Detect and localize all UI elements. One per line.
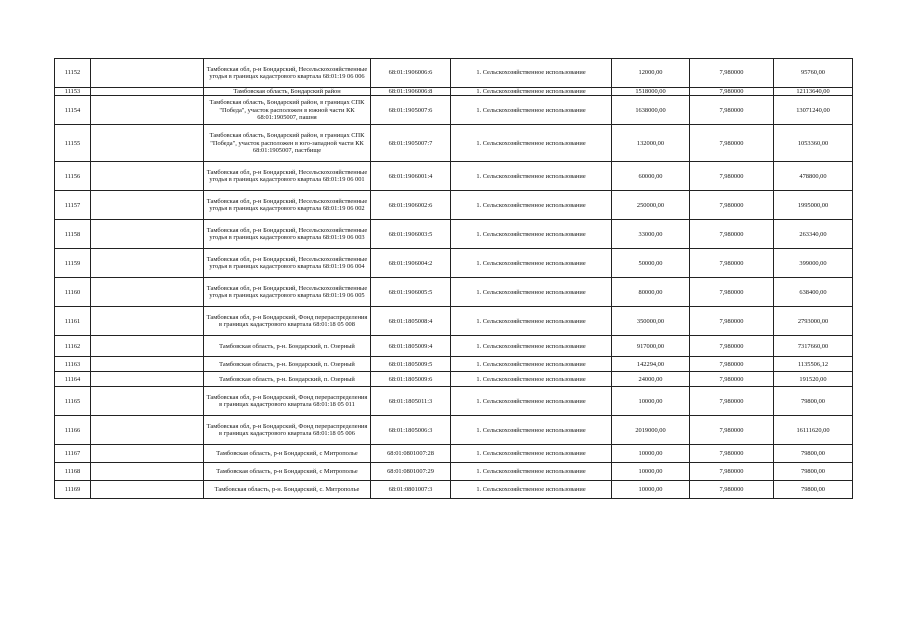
- rate-cell: 7,980000: [690, 387, 774, 416]
- cadastral-value-cell: 638400,00: [774, 278, 853, 307]
- blank-cell: [91, 59, 204, 88]
- cadastral-value-cell: 95760,00: [774, 59, 853, 88]
- address-cell: Тамбовская обл, р-н Бондарский, Фонд перераспределения в границах кадастрового квартала 68:01:18 05 006: [204, 416, 371, 445]
- table-row: [55, 59, 853, 88]
- address-cell: Тамбовская область, Бондарский район, в границах СПК "Победа", участок расположен в южной части КК 68:01:1905007, пашня: [204, 96, 371, 125]
- row-number: 11158: [55, 220, 91, 249]
- address-cell: Тамбовская область, р-н. Бондарский, п. Озерный: [204, 372, 371, 387]
- area-cell: 60000,00: [612, 162, 690, 191]
- address-cell: Тамбовская область, р-н. Бондарский, с. Митрополье: [204, 481, 371, 499]
- row-number: 11168: [55, 463, 91, 481]
- table-row: [55, 387, 853, 416]
- cadastral-number-cell: 68:01:1905007:7: [371, 125, 451, 162]
- land-register-table: [54, 58, 853, 499]
- land-use-cell: 1. Сельскохозяйственное использование: [451, 336, 612, 357]
- row-number: 11161: [55, 307, 91, 336]
- table-row: [55, 191, 853, 220]
- cadastral-value-cell: 7317660,00: [774, 336, 853, 357]
- address-cell: Тамбовская обл, р-н Бондарский, Несельскохозяйственные угодья в границах кадастрового квартала 68:01:19 06 003: [204, 220, 371, 249]
- rate-cell: 7,980000: [690, 307, 774, 336]
- area-cell: 10000,00: [612, 463, 690, 481]
- address-cell: Тамбовская область, р-н Бондарский, с Митрополье: [204, 445, 371, 463]
- blank-cell: [91, 416, 204, 445]
- cadastral-value-cell: 1135506,12: [774, 357, 853, 372]
- blank-cell: [91, 372, 204, 387]
- land-use-cell: 1. Сельскохозяйственное использование: [451, 162, 612, 191]
- cadastral-number-cell: 68:01:1906005:5: [371, 278, 451, 307]
- rate-cell: 7,980000: [690, 125, 774, 162]
- blank-cell: [91, 220, 204, 249]
- address-cell: Тамбовская обл, р-н Бондарский, Несельскохозяйственные угодья в границах кадастрового квартала 68:01:19 06 005: [204, 278, 371, 307]
- blank-cell: [91, 336, 204, 357]
- rate-cell: 7,980000: [690, 88, 774, 96]
- row-number: 11164: [55, 372, 91, 387]
- row-number: 11157: [55, 191, 91, 220]
- rate-cell: 7,980000: [690, 357, 774, 372]
- table-row: [55, 220, 853, 249]
- table-body: [55, 59, 853, 499]
- cadastral-value-cell: 12113640,00: [774, 88, 853, 96]
- table-row: [55, 278, 853, 307]
- blank-cell: [91, 387, 204, 416]
- land-use-cell: 1. Сельскохозяйственное использование: [451, 278, 612, 307]
- area-cell: 250000,00: [612, 191, 690, 220]
- row-number: 11160: [55, 278, 91, 307]
- table-row: [55, 307, 853, 336]
- address-cell: Тамбовская обл, р-н Бондарский, Несельскохозяйственные угодья в границах кадастрового квартала 68:01:19 06 004: [204, 249, 371, 278]
- cadastral-number-cell: 68:01:0801007:28: [371, 445, 451, 463]
- cadastral-number-cell: 68:01:0801007:3: [371, 481, 451, 499]
- blank-cell: [91, 481, 204, 499]
- land-use-cell: 1. Сельскохозяйственное использование: [451, 125, 612, 162]
- table-row: [55, 336, 853, 357]
- land-use-cell: 1. Сельскохозяйственное использование: [451, 220, 612, 249]
- table-row: [55, 249, 853, 278]
- land-use-cell: 1. Сельскохозяйственное использование: [451, 463, 612, 481]
- blank-cell: [91, 191, 204, 220]
- address-cell: Тамбовская обл, р-н Бондарский, Несельскохозяйственные угодья в границах кадастрового квартала 68:01:19 06 006: [204, 59, 371, 88]
- cadastral-value-cell: 16111620,00: [774, 416, 853, 445]
- row-number: 11166: [55, 416, 91, 445]
- cadastral-number-cell: 68:01:1805009:4: [371, 336, 451, 357]
- cadastral-value-cell: 79800,00: [774, 387, 853, 416]
- table-row: [55, 125, 853, 162]
- row-number: 11156: [55, 162, 91, 191]
- area-cell: 142294,00: [612, 357, 690, 372]
- cadastral-value-cell: 1995000,00: [774, 191, 853, 220]
- cadastral-value-cell: 2793000,00: [774, 307, 853, 336]
- area-cell: 33000,00: [612, 220, 690, 249]
- table-row: [55, 416, 853, 445]
- rate-cell: 7,980000: [690, 59, 774, 88]
- cadastral-number-cell: 68:01:1805009:5: [371, 357, 451, 372]
- address-cell: Тамбовская обл, р-н Бондарский, Несельскохозяйственные угодья в границах кадастрового квартала 68:01:19 06 002: [204, 191, 371, 220]
- rate-cell: 7,980000: [690, 445, 774, 463]
- area-cell: 2019000,00: [612, 416, 690, 445]
- land-use-cell: 1. Сельскохозяйственное использование: [451, 249, 612, 278]
- blank-cell: [91, 249, 204, 278]
- row-number: 11169: [55, 481, 91, 499]
- row-number: 11155: [55, 125, 91, 162]
- cadastral-number-cell: 68:01:1805006:3: [371, 416, 451, 445]
- rate-cell: 7,980000: [690, 336, 774, 357]
- row-number: 11159: [55, 249, 91, 278]
- address-cell: Тамбовская обл, р-н Бондарский, Фонд перераспределения в границах кадастрового квартала 68:01:18 05 011: [204, 387, 371, 416]
- blank-cell: [91, 357, 204, 372]
- blank-cell: [91, 307, 204, 336]
- row-number: 11154: [55, 96, 91, 125]
- cadastral-value-cell: 1053360,00: [774, 125, 853, 162]
- rate-cell: 7,980000: [690, 96, 774, 125]
- row-number: 11165: [55, 387, 91, 416]
- address-cell: Тамбовская обл, р-н Бондарский, Фонд перераспределения в границах кадастрового квартала 68:01:18 05 008: [204, 307, 371, 336]
- area-cell: 10000,00: [612, 445, 690, 463]
- rate-cell: 7,980000: [690, 372, 774, 387]
- cadastral-value-cell: 191520,00: [774, 372, 853, 387]
- address-cell: Тамбовская область, р-н Бондарский, с Митрополье: [204, 463, 371, 481]
- table-row: [55, 357, 853, 372]
- cadastral-value-cell: 79800,00: [774, 445, 853, 463]
- land-use-cell: 1. Сельскохозяйственное использование: [451, 88, 612, 96]
- table-row: [55, 96, 853, 125]
- cadastral-number-cell: 68:01:1906006:6: [371, 59, 451, 88]
- cadastral-number-cell: 68:01:1805011:3: [371, 387, 451, 416]
- table-row: [55, 372, 853, 387]
- land-use-cell: 1. Сельскохозяйственное использование: [451, 191, 612, 220]
- row-number: 11162: [55, 336, 91, 357]
- blank-cell: [91, 278, 204, 307]
- rate-cell: 7,980000: [690, 162, 774, 191]
- land-use-cell: 1. Сельскохозяйственное использование: [451, 416, 612, 445]
- address-cell: Тамбовская обл, р-н Бондарский, Несельскохозяйственные угодья в границах кадастрового квартала 68:01:19 06 001: [204, 162, 371, 191]
- area-cell: 80000,00: [612, 278, 690, 307]
- table-row: [55, 88, 853, 96]
- row-number: 11163: [55, 357, 91, 372]
- blank-cell: [91, 96, 204, 125]
- land-use-cell: 1. Сельскохозяйственное использование: [451, 59, 612, 88]
- cadastral-value-cell: 79800,00: [774, 463, 853, 481]
- land-use-cell: 1. Сельскохозяйственное использование: [451, 96, 612, 125]
- cadastral-number-cell: 68:01:0801007:29: [371, 463, 451, 481]
- cadastral-value-cell: 478800,00: [774, 162, 853, 191]
- rate-cell: 7,980000: [690, 220, 774, 249]
- cadastral-number-cell: 68:01:1906004:2: [371, 249, 451, 278]
- table-row: [55, 481, 853, 499]
- blank-cell: [91, 125, 204, 162]
- rate-cell: 7,980000: [690, 191, 774, 220]
- area-cell: 917000,00: [612, 336, 690, 357]
- area-cell: 1638000,00: [612, 96, 690, 125]
- land-use-cell: 1. Сельскохозяйственное использование: [451, 445, 612, 463]
- cadastral-number-cell: 68:01:1906006:8: [371, 88, 451, 96]
- area-cell: 24000,00: [612, 372, 690, 387]
- cadastral-value-cell: 79800,00: [774, 481, 853, 499]
- address-cell: Тамбовская область, р-н. Бондарский, п. Озерный: [204, 357, 371, 372]
- area-cell: 132000,00: [612, 125, 690, 162]
- land-use-cell: 1. Сельскохозяйственное использование: [451, 357, 612, 372]
- table-row: [55, 463, 853, 481]
- rate-cell: 7,980000: [690, 463, 774, 481]
- cadastral-number-cell: 68:01:1906001:4: [371, 162, 451, 191]
- address-cell: Тамбовская область, р-н. Бондарский, п. Озерный: [204, 336, 371, 357]
- cadastral-number-cell: 68:01:1906002:6: [371, 191, 451, 220]
- cadastral-number-cell: 68:01:1805008:4: [371, 307, 451, 336]
- cadastral-value-cell: 13071240,00: [774, 96, 853, 125]
- rate-cell: 7,980000: [690, 249, 774, 278]
- land-use-cell: 1. Сельскохозяйственное использование: [451, 387, 612, 416]
- area-cell: 350000,00: [612, 307, 690, 336]
- blank-cell: [91, 88, 204, 96]
- blank-cell: [91, 463, 204, 481]
- area-cell: 12000,00: [612, 59, 690, 88]
- register-table-container: [54, 58, 853, 499]
- row-number: 11153: [55, 88, 91, 96]
- land-use-cell: 1. Сельскохозяйственное использование: [451, 481, 612, 499]
- area-cell: 1518000,00: [612, 88, 690, 96]
- row-number: 11152: [55, 59, 91, 88]
- address-cell: Тамбовская область, Бондарский район, в границах СПК "Победа", участок расположен в юго-западной части КК 68:01:1905007, пастбище: [204, 125, 371, 162]
- table-row: [55, 162, 853, 191]
- cadastral-number-cell: 68:01:1805009:6: [371, 372, 451, 387]
- blank-cell: [91, 162, 204, 191]
- area-cell: 50000,00: [612, 249, 690, 278]
- rate-cell: 7,980000: [690, 481, 774, 499]
- address-cell: Тамбовская область, Бондарский район: [204, 88, 371, 96]
- table-row: [55, 445, 853, 463]
- cadastral-value-cell: 263340,00: [774, 220, 853, 249]
- area-cell: 10000,00: [612, 481, 690, 499]
- rate-cell: 7,980000: [690, 278, 774, 307]
- cadastral-number-cell: 68:01:1906003:5: [371, 220, 451, 249]
- land-use-cell: 1. Сельскохозяйственное использование: [451, 372, 612, 387]
- rate-cell: 7,980000: [690, 416, 774, 445]
- blank-cell: [91, 445, 204, 463]
- land-use-cell: 1. Сельскохозяйственное использование: [451, 307, 612, 336]
- cadastral-number-cell: 68:01:1905007:6: [371, 96, 451, 125]
- cadastral-value-cell: 399000,00: [774, 249, 853, 278]
- area-cell: 10000,00: [612, 387, 690, 416]
- row-number: 11167: [55, 445, 91, 463]
